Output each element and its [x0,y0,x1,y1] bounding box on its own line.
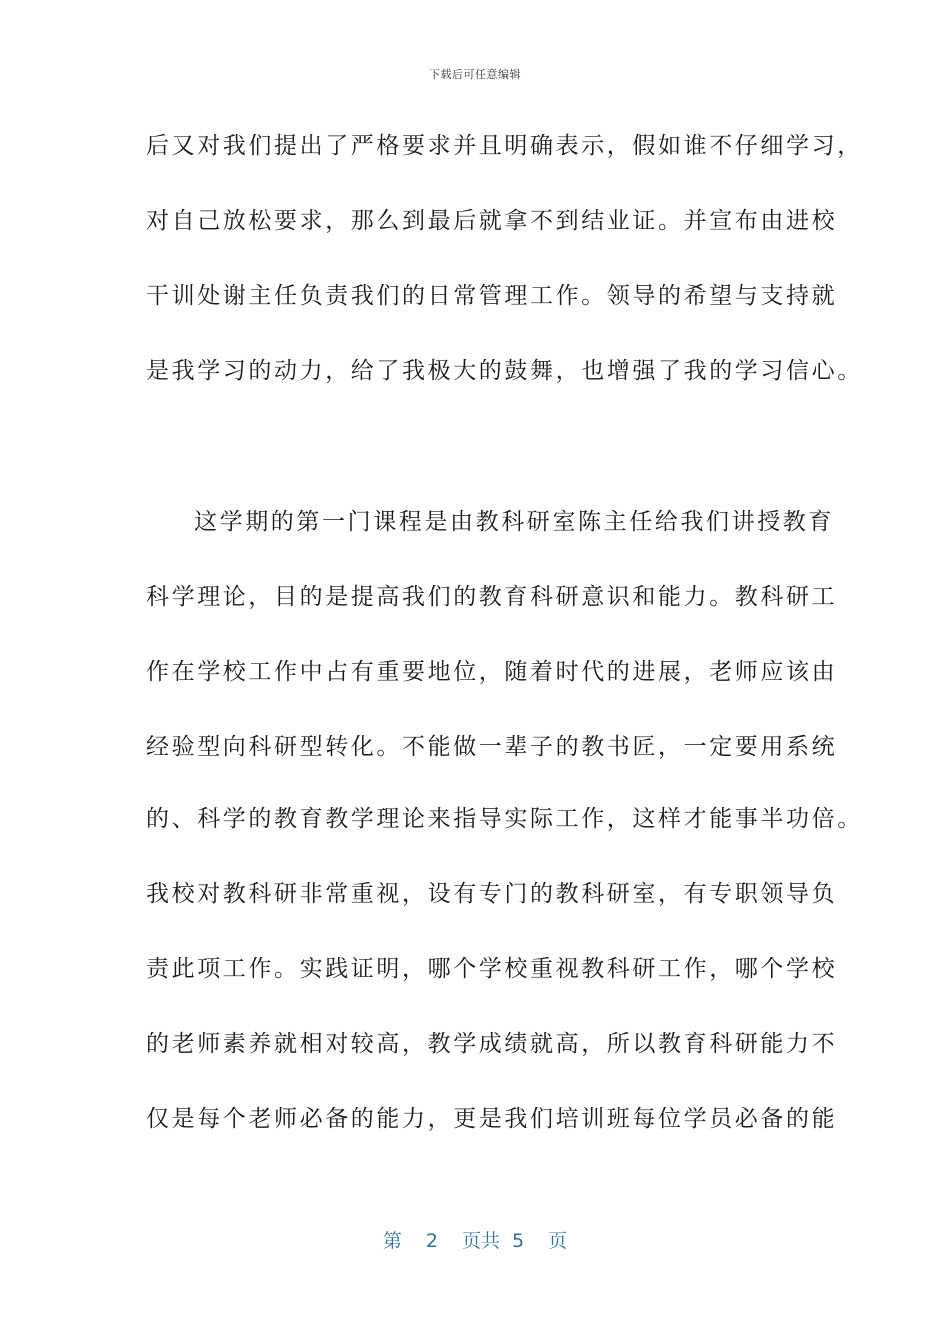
text-line: 仅是每个老师必备的能力，更是我们培训班每位学员必备的能 [146,1106,838,1132]
text-line: 作在学校工作中占有重要地位，随着时代的进展，老师应该由 [146,659,838,685]
page-label-suffix: 页 [548,1230,568,1252]
page-footer [0,1226,950,1253]
text-line: 干训处谢主任负责我们的日常管理工作。领导的希望与支持就 [146,283,838,309]
text-line: 我校对教科研非常重视，设有专门的教科研室，有专职领导负 [146,881,838,907]
text-line: 这学期的第一门课程是由教科研室陈主任给我们讲授教育 [194,509,834,535]
page-total-number: 5 [512,1230,525,1252]
page-label-mid: 页共 [461,1230,500,1252]
text-line: 经验型向科研型转化。不能做一辈子的教书匠，一定要用系统 [146,734,838,760]
text-line: 是我学习的动力，给了我极大的鼓舞，也增强了我的学习信心。 [146,358,863,384]
page-label-prefix: 第 [382,1230,402,1252]
text-line: 科学理论，目的是提高我们的教育科研意识和能力。教科研工 [146,584,838,610]
text-line: 后又对我们提出了严格要求并且明确表示，假如谁不仔细学习， [146,133,863,159]
text-line: 责此项工作。实践证明，哪个学校重视教科研工作，哪个学校 [146,956,838,982]
text-line: 的、科学的教育教学理论来指导实际工作，这样才能事半功倍。 [146,806,863,832]
page-header: 下载后可任意编辑 [429,68,521,81]
page-current-number: 2 [425,1230,438,1252]
text-line: 的老师素养就相对较高，教学成绩就高，所以教育科研能力不 [146,1031,838,1057]
text-line: 对自己放松要求，那么到最后就拿不到结业证。并宣布由进校 [146,208,838,234]
